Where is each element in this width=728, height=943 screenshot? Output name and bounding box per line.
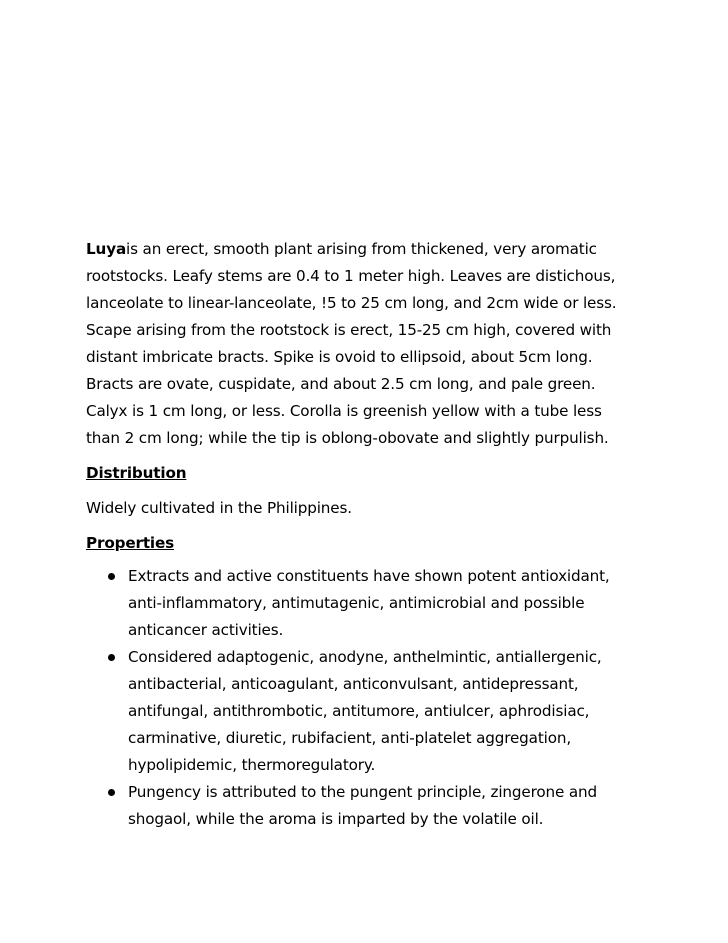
list-item-line: Considered adaptogenic, anodyne, anthelmintic, antiallergenic, — [128, 648, 602, 666]
intro-line: Scape arising from the rootstock is erect, 15-25 cm high, covered with — [86, 321, 612, 339]
intro-line: rootstocks. Leafy stems are 0.4 to 1 meter high. Leaves are distichous, — [86, 267, 616, 285]
list-item — [86, 644, 646, 779]
plant-name: Luya — [86, 240, 127, 258]
properties-heading: Properties — [86, 534, 175, 552]
bullet-icon — [108, 789, 115, 796]
intro-line: Bracts are ovate, cuspidate, and about 2.5 cm long, and pale green. — [86, 375, 596, 393]
list-item-line: shogaol, while the aroma is imparted by the volatile oil. — [128, 810, 544, 828]
list-item — [86, 563, 646, 644]
bullet-icon — [108, 654, 115, 661]
list-item-line: Extracts and active constituents have shown potent antioxidant, — [128, 567, 610, 585]
distribution-heading: Distribution — [86, 464, 187, 482]
list-item-line: antibacterial, anticoagulant, anticonvulsant, antidepressant, — [128, 675, 579, 693]
intro-line: distant imbricate bracts. Spike is ovoid to ellipsoid, about 5cm long. — [86, 348, 593, 366]
bullet-icon — [108, 573, 115, 580]
document-page — [86, 236, 646, 833]
intro-line-text: is an erect, smooth plant arising from thickened, very aromatic — [126, 240, 597, 258]
list-item-line: antifungal, antithrombotic, antitumore, antiulcer, aphrodisiac, — [128, 702, 590, 720]
intro-line — [86, 236, 646, 263]
properties-list — [86, 563, 646, 833]
list-item-line: carminative, diuretic, rubifacient, anti-platelet aggregation, — [128, 729, 572, 747]
list-item-line: hypolipidemic, thermoregulatory. — [128, 756, 376, 774]
intro-line: lanceolate to linear-lanceolate, !5 to 25 cm long, and 2cm wide or less. — [86, 294, 617, 312]
list-item — [86, 779, 646, 833]
intro-line: Calyx is 1 cm long, or less. Corolla is greenish yellow with a tube less — [86, 402, 602, 420]
intro-line: than 2 cm long; while the tip is oblong-obovate and slightly purpulish. — [86, 429, 609, 447]
list-item-line: Pungency is attributed to the pungent principle, zingerone and — [128, 783, 597, 801]
distribution-text: Widely cultivated in the Philippines. — [86, 499, 352, 517]
list-item-line: anticancer activities. — [128, 621, 284, 639]
list-item-line: anti-inflammatory, antimutagenic, antimicrobial and possible — [128, 594, 585, 612]
intro-paragraph — [86, 236, 646, 452]
